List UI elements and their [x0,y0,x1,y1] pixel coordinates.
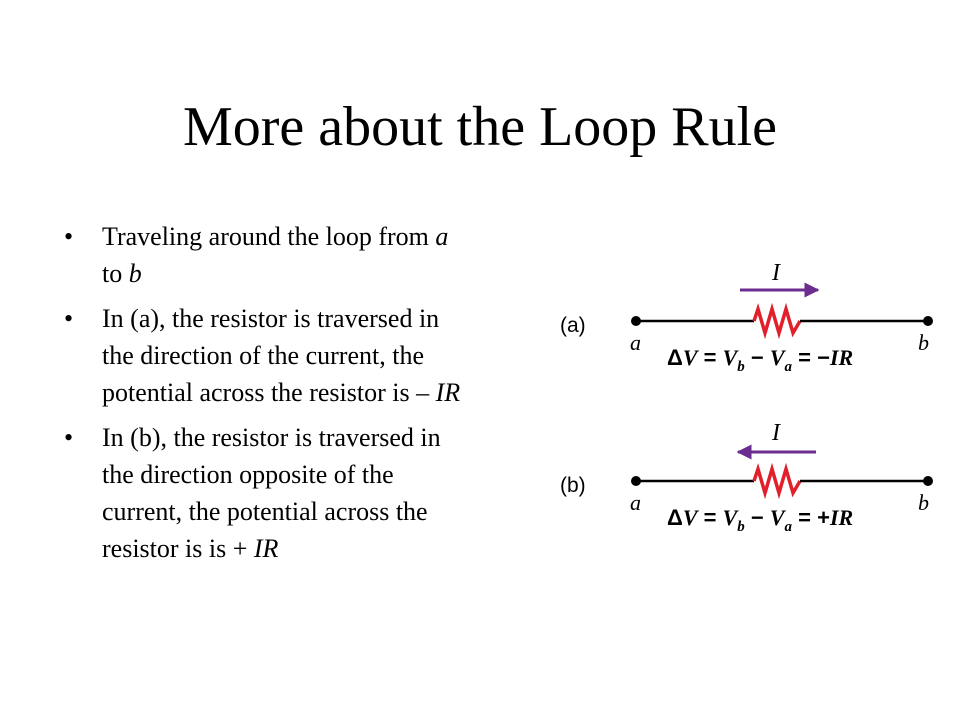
resistor-icon [754,469,800,493]
current-label: I [772,260,780,286]
node-b [923,316,933,326]
voltage-equation: $\Delta V = V_b - V_a = -IR$ [667,345,854,375]
panel-label: (a) [560,314,586,337]
bullet-text: Traveling around the loop from a to b [102,222,449,288]
bullet-marker: • [64,222,74,251]
bullet-text: In (a), the resistor is traversed in the direction of the current, the potential across the resistor is – IR [102,304,461,407]
circuit-panel-b [560,420,933,535]
node-a-label: a [630,490,641,515]
circuit-diagram [560,248,940,548]
node-a [631,476,641,486]
bullet-item [64,218,564,292]
node-b [923,476,933,486]
node-a [631,316,641,326]
node-a-label: a [630,330,641,355]
bullet-item [64,300,564,411]
node-b-label: b [918,330,929,355]
bullet-text: In (b), the resistor is traversed in the direction opposite of the current, the potential across the resistor is is + IR [102,423,441,563]
node-b-label: b [918,490,929,515]
voltage-equation: $\Delta V = V_b - V_a = +IR$ [667,505,854,535]
current-label: I [772,420,780,446]
bullet-list [64,218,564,575]
bullet-marker: • [64,423,74,452]
resistor-icon [754,309,800,333]
bullet-marker: • [64,304,74,333]
slide-title: More about the Loop Rule [182,96,778,158]
panel-label: (b) [560,474,586,497]
circuit-panel-a [560,260,933,375]
bullet-item [64,419,564,567]
